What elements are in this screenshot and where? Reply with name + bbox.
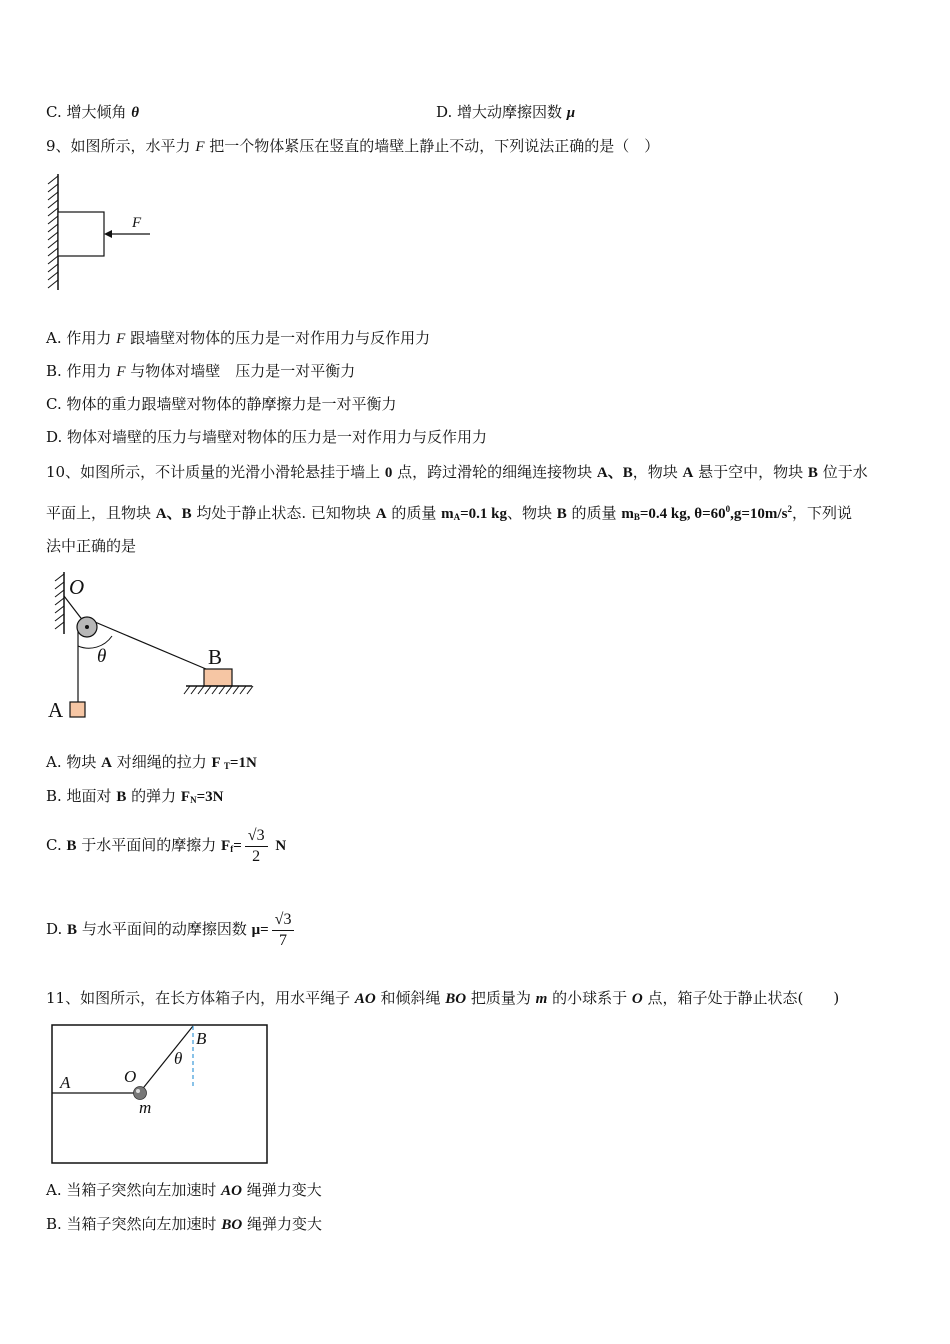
q9-option-d: D. 物体对墙壁的压力与墙壁对物体的压力是一对作用力与反作用力 <box>46 428 488 446</box>
q9-option-c: C. 物体的重力跟墙壁对物体的静摩擦力是一对平衡力 <box>46 395 397 413</box>
q11-stem: 11、如图所示，在长方体箱子内，用水平绳子 AO 和倾斜绳 BO 把质量为 m 的小球系于 O 点，箱子处于静止状态( ) <box>46 989 840 1007</box>
q11-fig-label-theta: θ <box>174 1049 183 1068</box>
q10-stem-line1: 10、如图所示，不计质量的光滑小滑轮悬挂于墙上 0 点，跨过滑轮的细绳连接物块 A、B，物块 A 悬于空中，物块 B 位于水 <box>46 463 868 481</box>
q9-option-a: A. 作用力 F 跟墙壁对物体的压力是一对作用力与反作用力 <box>46 329 431 347</box>
q11-option-b: B. 当箱子突然向左加速时 BO 绳弹力变大 <box>46 1215 322 1233</box>
q10-option-c-fraction: $\frac{√3}{2}$ <box>245 826 268 867</box>
q8-option-d: D. 增大动摩擦因数 μ <box>436 103 576 121</box>
q10-figure <box>44 568 259 724</box>
q10-stem-line3: 法中正确的是 <box>46 537 137 555</box>
q10-fig-label-o: O <box>69 575 85 599</box>
q9-fig-label-f: F <box>132 215 142 231</box>
q11-figure <box>50 1022 272 1167</box>
q11-fig-label-o: O <box>124 1067 137 1086</box>
q10-option-d: D. B 与水平面间的动摩擦因数 μ= $\frac{√3}{7}$ <box>46 906 297 953</box>
q11-option-a: A. 当箱子突然向左加速时 AO 绳弹力变大 <box>46 1181 322 1199</box>
q10-option-d-fraction: $\frac{√3}{7}$ <box>272 910 295 951</box>
q10-fig-label-a: A <box>48 698 64 722</box>
q9-stem: 9、如图所示，水平力 F 把一个物体紧压在竖直的墙壁上静止不动，下列说法正确的是（ ） <box>46 137 660 155</box>
q10-fig-label-theta: θ <box>97 646 107 667</box>
q11-fig-label-m: m <box>139 1098 152 1117</box>
q10-fig-label-b: B <box>208 645 223 669</box>
q10-option-b: B. 地面对 B 的弹力 $F_N=3N$ <box>46 787 224 805</box>
q8-option-c: C. 增大倾角 θ <box>46 103 140 121</box>
q9-figure <box>40 170 170 295</box>
q11-fig-label-a: A <box>60 1073 71 1092</box>
q10-option-c: C. B 于水平面间的摩擦力 $F_f=$ $\frac{√3}{2}$ N <box>46 826 287 865</box>
q10-option-a: A. 物块 A 对细绳的拉力 F $_T$=1N <box>46 753 257 771</box>
q9-option-b: B. 作用力 F 与物体对墙壁 压力是一对平衡力 <box>46 362 356 380</box>
q11-fig-label-b: B <box>196 1029 207 1048</box>
q10-stem-line2: 平面上，且物块 A、B 均处于静止状态. 已知物块 A 的质量 $m_A=0.1$ kg、物块 B 的质量 $m_B=0.4$ kg, $\theta=60^0,g=10m/s^2$，下列说 <box>46 504 852 522</box>
